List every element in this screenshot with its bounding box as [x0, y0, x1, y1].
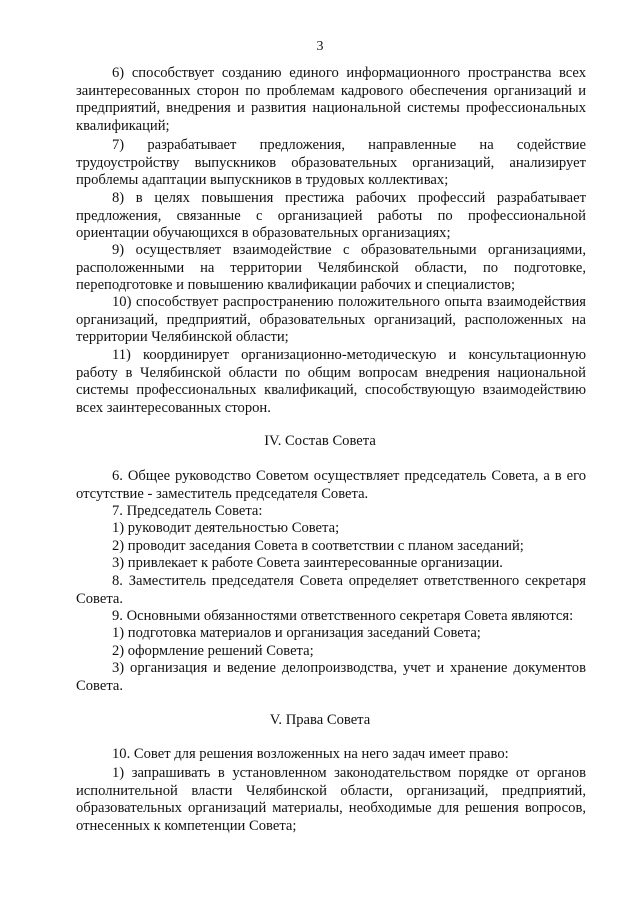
paragraph-4-8: 8. Заместитель председателя Совета определяет ответственного секретаря Совета.	[76, 573, 586, 607]
list-item: 1) подготовка материалов и организация заседаний Совета;	[112, 625, 481, 641]
section-heading-rights: V. Права Совета	[269, 712, 371, 728]
page-number: 3	[316, 39, 324, 54]
paragraph-5-10-item1: 1) запрашивать в установленном законодательством порядке от органов исполнительной власти Челябинской области, организаций, предприятий, образовательных организаций материалы, необходимые для решения вопросов, отнесенных к компетенции Совета;	[76, 765, 586, 834]
paragraph-4-7-intro: 7. Председатель Совета:	[112, 503, 263, 519]
paragraph-3-11: 11) координирует организационно-методическую и консультационную работу в Челябинской области по общим вопросам внедрения национальной системы профессиональных квалификаций, способствующую взаимодействию всех заинтересованных сторон.	[76, 347, 586, 416]
paragraph-5-10: 10. Совет для решения возложенных на него задач имеет право:	[112, 746, 509, 762]
section-heading-composition: IV. Состав Совета	[264, 433, 376, 449]
paragraph-3-8: 8) в целях повышения престижа рабочих профессий разрабатывает предложения, связанные с организацией работы по профессиональной ориентации обучающихся в образовательных организациях;	[76, 190, 586, 242]
paragraph-4-6: 6. Общее руководство Советом осуществляет председатель Совета, а в его отсутствие - заместитель председателя Совета.	[76, 468, 586, 502]
list-item: 2) проводит заседания Совета в соответствии с планом заседаний;	[112, 538, 524, 554]
paragraph-4-9-item3: 3) организация и ведение делопроизводства, учет и хранение документов Совета.	[76, 660, 586, 694]
paragraph-4-9-intro: 9. Основными обязанностями ответственного секретаря Совета являются:	[112, 608, 574, 624]
paragraph-3-9: 9) осуществляет взаимодействие с образовательными организациями, расположенными на территории Челябинской области, по подготовке, переподготовке и повышению квалификации рабочих и специалистов;	[76, 242, 586, 294]
paragraph-3-7: 7) разрабатывает предложения, направленные на содействие трудоустройству выпускников образовательных организаций, анализирует проблемы адаптации выпускников в трудовых коллективах;	[76, 137, 586, 189]
list-item: 2) оформление решений Совета;	[112, 643, 314, 659]
paragraph-3-10: 10) способствует распространению положительного опыта взаимодействия организаций, предприятий, образовательных организаций, расположенных на территории Челябинской области;	[76, 294, 586, 346]
list-item: 1) руководит деятельностью Совета;	[112, 520, 340, 536]
list-item: 3) привлекает к работе Совета заинтересованные организации.	[112, 555, 503, 571]
paragraph-3-6: 6) способствует созданию единого информационного пространства всех заинтересованных сторон по проблемам кадрового обеспечения организаций и предприятий, внедрения и развития национальной системы профессиональных квалификаций;	[76, 65, 586, 134]
